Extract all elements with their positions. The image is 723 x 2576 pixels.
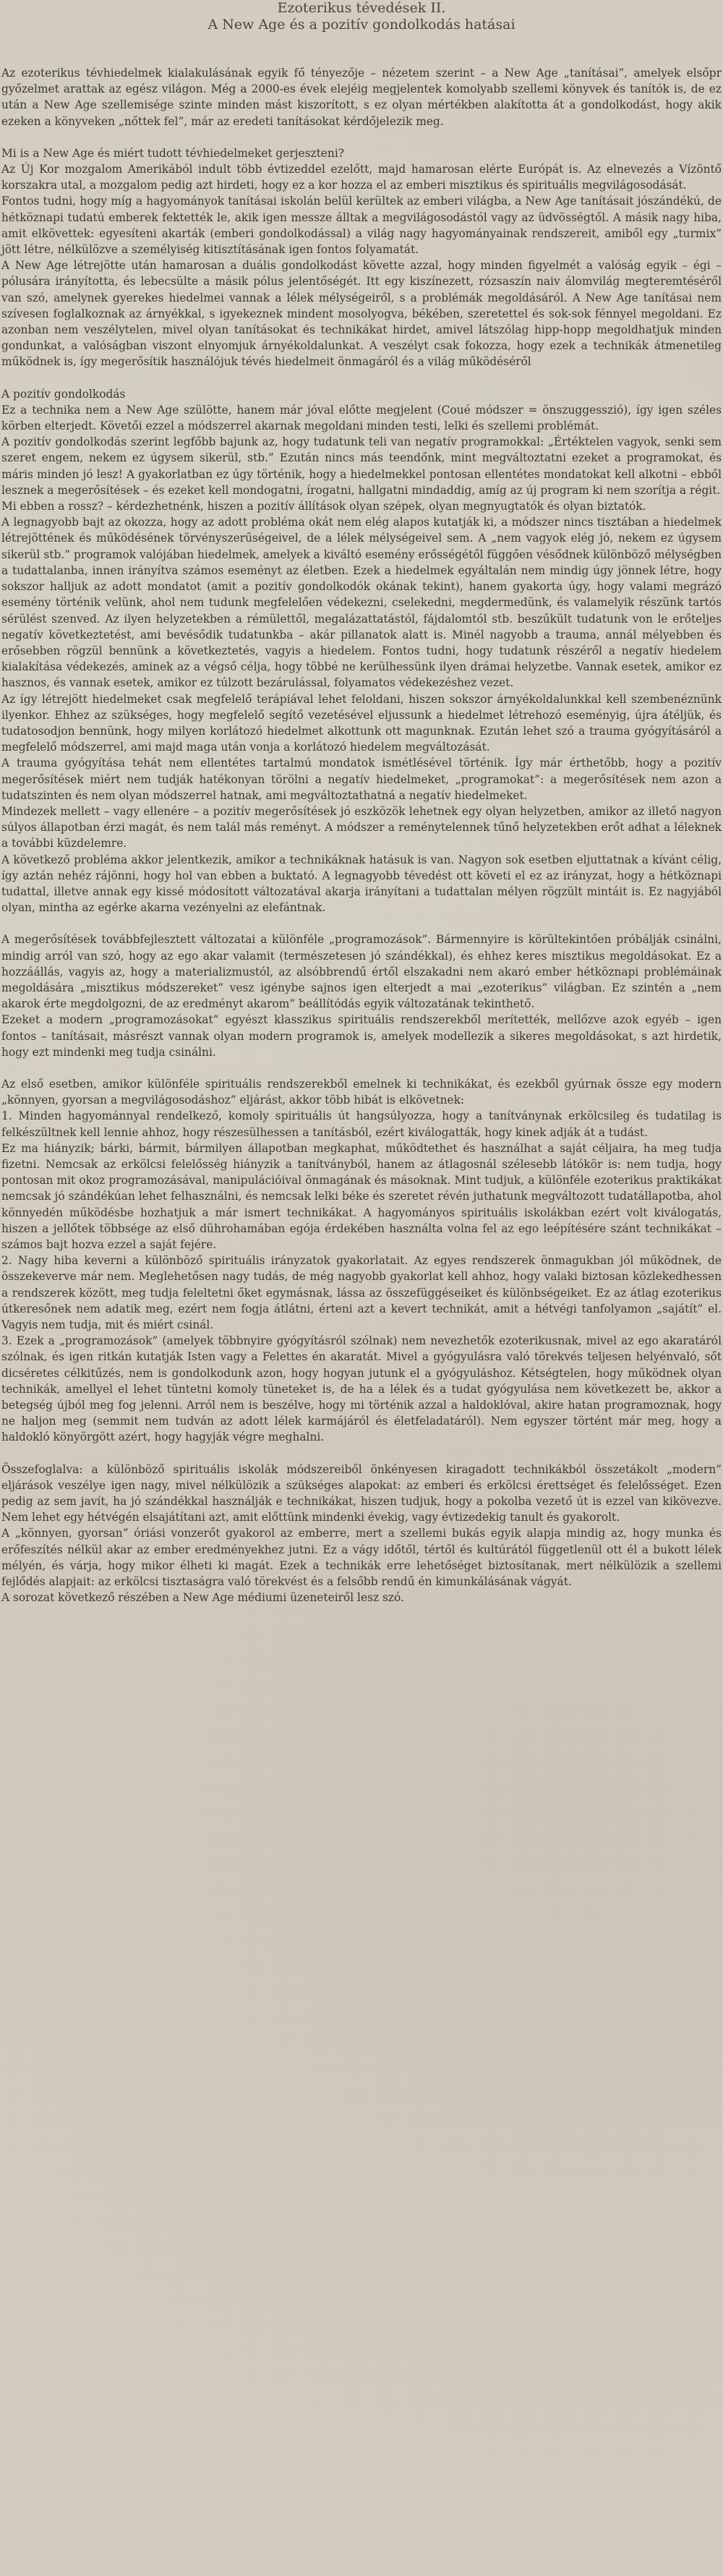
paragraph: Mi ebben a rossz? – kérdezhetnénk, hiszen a pozitív állítások olyan szépek, olyan megnyugtatók és olyan biztatók. [1, 500, 646, 513]
paragraph: A pozitív gondolkodás szerint legfőbb bajunk az, hogy tudatunk teli van negatív programokkal: „Értéktelen vagyok, senki sem szeret engem, nekem ez úgysem sikerül, stb.” Ezután nincs más teendőnk, mint megváltoztatni ezeket a programokat, és máris minden jó lesz! A gyakorlatban ez úgy történik, hogy a hiedelmekkel pontosan ellentétes mondatokat kell alkotni – ebből lesznek a megerősítések – és ezeket kell mondogatni, írogatni, hallgatni mindaddig, amíg az új program ki nem szorítja a régit. [1, 435, 722, 497]
paragraph: Összefoglalva: a különböző spirituális iskolák módszereiből önkényesen kiragadott technikákból összetákolt „modern” eljárások veszélye igen nagy, mivel nélkülözik a szükséges alapokat: az emberi és erkölcsi érettséget és felelősséget. Ezen pedig az sem javít, ha jó szándékkal használják e technikákat, hiszen tudjuk, hogy a pokolba vezető út is ezzel van kikövezve. Nem lehet egy hétvégén elsajátítani azt, amit előttünk mindenki évekig, vagy évtizedekig tanult és gyakorolt. [1, 1462, 722, 1524]
paragraph-spacer [1, 129, 722, 145]
paragraph: A trauma gyógyítása tehát nem ellentétes tartalmú mondatok ismétlésével történik. Így már érthetőbb, hogy a pozitív megerősítések miért nem tudják hatékonyan törölni a negatív hiedelmeket, „programokat”: a megerősítések nem azon a tudatszinten és nem olyan módszerrel hatnak, ami megváltoztathatná a negatív hiedelmeket. [1, 756, 722, 802]
paragraph: Az első esetben, amikor különféle spirituális rendszerekből emelnek ki technikákat, és ezekből gyúrnak össze egy modern „könnyen, gyorsan a megvilágosodáshoz” eljárást, akkor több hibát is elkövetnek: [1, 1077, 722, 1107]
paragraph-spacer [1, 916, 722, 931]
paragraph: A következő probléma akkor jelentkezik, amikor a technikáknak hatásuk is van. Nagyon sok esetben eljuttatnak a kívánt célig, így aztán nehéz rájönni, hogy hol van ebben a buktató. A legnagyobb tévedést ott követi el ez az irányzat, hogy a hétköznapi tudattal, illetve annak egy kissé módosított változatával akarja irányítani a tudattalan mélyen rögzült mintáit is. Ez nagyjából olyan, mintha az egérke akarna vezényelni az elefántnak. [1, 853, 722, 915]
paragraph: A New Age létrejötte után hamarosan a duális gondolkodást követte azzal, hogy minden figyelmét a valóság egyik – égi – pólusára irányította, és lebecsülte a másik pólus jelentőségét. Itt egy kiszínezett, rózsaszín naiv álomvilág megteremtéséről van szó, amelynek gyerekes hiedelmei vannak a lélek mélységeiről, s a problémák megoldásáról. A New Age tanításai nem szívesen foglalkoznak az árnyékkal, s igyekeznek mindent mosolyogva, békében, szeretettel és sok-sok fénnyel megoldani. Ez azonban nem veszélytelen, mivel olyan tanításokat és technikákat hirdet, amivel látszólag hipp-hopp megoldhatjuk minden gondunkat, a valóságban viszont elnyomjuk árnyékoldalunkat. A veszélyt csak fokozza, hogy ezek a technikák átmenetileg működnek is, így megerősítik használójuk tévés hiedelmeit önmagáról és a világ működéséről [1, 259, 722, 369]
paragraph: Mi is a New Age és miért tudott tévhiedelmeket gerjeszteni? [1, 146, 345, 160]
paragraph: A pozitív gondolkodás [1, 387, 126, 401]
paragraph-spacer [1, 370, 722, 386]
article-body [1, 65, 722, 1605]
paragraph: Az Új Kor mozgalom Amerikából indult több évtizeddel ezelőtt, majd hamarosan elérte Európát is. Az elnevezés a Vízöntő korszakra utal, a mozgalom pedig azt hirdeti, hogy ez a kor hozza el az emberi misztikus és spirituális megvilágosodását. [1, 163, 722, 192]
paragraph: A legnagyobb bajt az okozza, hogy az adott probléma okát nem elég alapos kutatják ki, a módszer nincs tisztában a hiedelmek létrejöttének és működésének törvényszerűségeivel, de a lélek mélységeivel sem. A „nem vagyok elég jó, nekem ez úgysem sikerül stb.” programok valójában hiedelmek, amelyek a kiváltó esemény erősségétől függően vésődnek különböző mélységben a tudattalanba, innen irányítva számos eseményt az életben. Ezek a hiedelmek egyáltalán nem mindig úgy jönnek létre, hogy sokszor halljuk az adott mondatot (amit a pozitív gondolkodók okának tekint), hanem gyakorta úgy, hogy valami megrázó esemény történik velünk, ahol nem tudunk megfelelően védekezni, cselekedni, megdermedünk, és valamelyik részünk tartós sérülést szenved. Az ilyen helyzetekben a rémülettől, megalázattatástól, fájdalomtól stb. beszűkült tudatunk von le erőteljes negatív következtetést, ami bevésődik tudatunkba – akár pillanatok alatt is. Minél nagyobb a trauma, annál mélyebben és erősebben rögzül bennünk a következtetés, vagyis a hiedelem. Fontos tudni, hogy tudatunk részéről a negatív hiedelem kialakítása védekezés, aminek az a végső célja, hogy többé ne kerülhessünk ilyen drámai helyzetbe. Vannak esetek, amikor ez hasznos, és vannak esetek, amikor ez túlzott bezárulással, folyamatos védekezéshez vezet. [1, 516, 722, 690]
paragraph: Az ezoterikus tévhiedelmek kialakulásának egyik fő tényezője – nézetem szerint – a New Age „tanításai”, amelyek elsőpr győzelmet arattak az egész világon. Még a 2000-es évek elejéig megjelentek komolyabb szellemi könyvek és tanítók is, de ez után a New Age szellemisége szinte minden mást kiszorított, s ez olyan mértékben alakította át a gondolkodást, hogy akik ezeken a könyveken „nőttek fel”, már az eredeti tanításokat kérdőjelezik meg. [1, 67, 722, 128]
paragraph: Mindezek mellett – vagy ellenére – a pozitív megerősítések jó eszközök lehetnek egy olyan helyzetben, amikor az illető nagyon súlyos állapotban érzi magát, és nem talál más reményt. A módszer a reménytelennek tűnő helyzetekben erőt adhat a léleknek a további küzdelemre. [1, 804, 722, 850]
paragraph: Fontos tudni, hogy míg a hagyományok tanításai iskolán belül kerültek az emberi világba, a New Age tanításait jószándékú, de hétköznapi tudatú emberek fektették le, akik igen messze álltak a megvilágosodástól vagy az üdvösségtől. A másik nagy hiba, amit elkövettek: egyesíteni akarták (emberi gondolkodással) a világ nagy hagyományainak rendszereit, amiből egy „turmix” jött létre, nélkülözve a személyiség kitisztításának igen fontos folyamatát. [1, 195, 722, 257]
paragraph: 2. Nagy hiba keverni a különböző spirituális irányzatok gyakorlatait. Az egyes rendszerek önmagukban jól működnek, de összekeverve már nem. Meglehetősen nagy tudás, de még nagyobb gyakorlat kell ahhoz, hogy valaki biztosan közlekedhessen a rendszerek között, meg tudja feleltetni őket egymásnak, lássa az összefüggéseiket és különbségeiket. Ez az átlag ezoterikus útkeresőnek nem adatik meg, ezért nem fogja átlátni, érteni azt a kevert technikát, amit a hétvégi tanfolyamon „sajátít” el. Vagyis nem tudja, mit és miért csinál. [1, 1254, 722, 1332]
title-line-1: Ezoterikus tévedések II. [277, 0, 446, 16]
paragraph: Ez a technika nem a New Age szülötte, hanem már jóval előtte megjelent (Coué módszer = önszuggesszió), így igen széles körben elterjedt. Követői ezzel a módszerrel akarnak megoldani minden testi, lelki és szellemi problémát. [1, 403, 722, 433]
paragraph: Ez ma hiányzik; bárki, bármit, bármilyen állapotban megkaphat, működtethet és használhat a saját céljaira, ha meg tudja fizetni. Nemcsak az erkölcsi felelősség hiányzik a tanítványból, hanem az átlagosnál szélesebb látókör is: nem tudja, hogy pontosan mit okoz programozásával, manipulációival önmagának és másoknak. Mint tudjuk, a különféle ezoterikus praktikákat nemcsak jó szándékúan lehet felhasználni, és nemcsak lelki béke és szeretet révén juthatunk megváltozott tudatállapotba, ahol könnyedén működésbe hozhatjuk a már ismert technikákat. A hagyományos spirituális iskolákban ezért volt kiválogatás, hiszen a jellőtek többsége az első dührohamában egója érdekében használta volna fel az ego leépítésére szánt technikákat – számos bajt hozva ezzel a saját fejére. [1, 1141, 722, 1252]
paragraph: 3. Ezek a „programozások” (amelyek többnyire gyógyításról szólnak) nem nevezhetők ezoterikusnak, mivel az ego akaratáról szólnak, és igen ritkán kutatják Isten vagy a Felettes én akaratát. Mivel a gyógyulásra való törekvés teljesen helyénvaló, sőt dicséretes célkitűzés, nem is gondolkodunk azon, hogy hogyan jutunk el a gyógyuláshoz. Kétségtelen, hogy működnek olyan technikák, amellyel el lehet tüntetni komoly tüneteket is, de ha a lélek és a tudat gyógyulása nem következett be, akkor a betegség újból meg fog jelenni. Arról nem is beszélve, hogy mi történik azzal a haldoklóval, akire hatan programoznak, hogy ne haljon meg (semmit nem tudván az adott lélek karmájáról és életfeladatáról). Nem egyszer történt már meg, hogy a haldokló könyörgött azért, hogy hagyják végre meghalni. [1, 1334, 722, 1444]
paragraph: Az így létrejött hiedelmeket csak megfelelő terápiával lehet feloldani, hiszen sokszor árnyékoldalunkkal kell szembenéznünk ilyenkor. Ehhez az szükséges, hogy megfelelő segítő vezetésével eljussunk a hiedelmet létrehozó eseményig, újra átéljük, és tudatosodjon bennünk, hogy milyen korlátozó hiedelmet alkottunk ott magunknak. Ezután lehet szó a trauma gyógyításáról a megfelelő módszerrel, ami majd maga után vonja a korlátozó hiedelem megváltozását. [1, 692, 722, 754]
paragraph: 1. Minden hagyománnyal rendelkező, komoly spirituális út hangsúlyozza, hogy a tanítványnak erkölcsileg és tudatilag is felkészültnek kell lennie ahhoz, hogy részesülhessen a tanításból, ezért kiválogatták, hogy kinek adják át a tudást. [1, 1109, 722, 1139]
paragraph: A megerősítések továbbfejlesztett változatai a különféle „programozások”. Bármennyire is körültekintően próbálják csinálni, mindig arról van szó, hogy az ego akar valamit (természetesen jó szándékkal), és ehhez keres misztikus megoldásokat. Ez a hozzáállás, vagyis az, hogy a materializmustól, az alsóbbrendű értől elszakadni nem akaró ember hétköznapi problémáinak megoldására „misztikus módszereket” vesz igénybe sajnos igen elterjedt a mai „ezoterikus” világban. Ez szintén a „nem akarok érte megdolgozni, de az eredményt akarom” beállítódás egyik változatának tekinthető. [1, 933, 722, 1011]
title-line-2: A New Age és a pozitív gondolkodás hatásai [208, 17, 515, 33]
article-title [1, 0, 722, 33]
paragraph: A „könnyen, gyorsan” óriási vonzerőt gyakorol az emberre, mert a szellemi bukás egyik alapja mindig az, hogy munka és erőfeszítés nélkül akar az ember eredményekhez jutni. Ez a vágy időtől, tértől és kultúrától függetlenül ott él a bukott lélek mélyén, és várja, hogy mikor élheti ki magát. Ezek a technikák erre lehetőséget biztosítanak, mert nélkülözik a szellemi fejlődés alapjait: az erkölcsi tisztaságra való törekvést és a felsőbb rendű én kimunkálásának vágyát. [1, 1527, 722, 1589]
paragraph: Ezeket a modern „programozásokat” egyészt klasszikus spirituális rendszerekből merítették, mellőzve azok egyéb – igen fontos – tanításait, másrészt vannak olyan modern programok is, amelyek modellezik a sikeres megoldásokat, s azt hirdetik, hogy ezt mindenki meg tudja csinálni. [1, 1013, 722, 1059]
paragraph: A sorozat következő részében a New Age médiumi üzeneteiről lesz szó. [1, 1591, 404, 1605]
paragraph-spacer [1, 1060, 722, 1076]
paragraph-spacer [1, 1446, 722, 1462]
